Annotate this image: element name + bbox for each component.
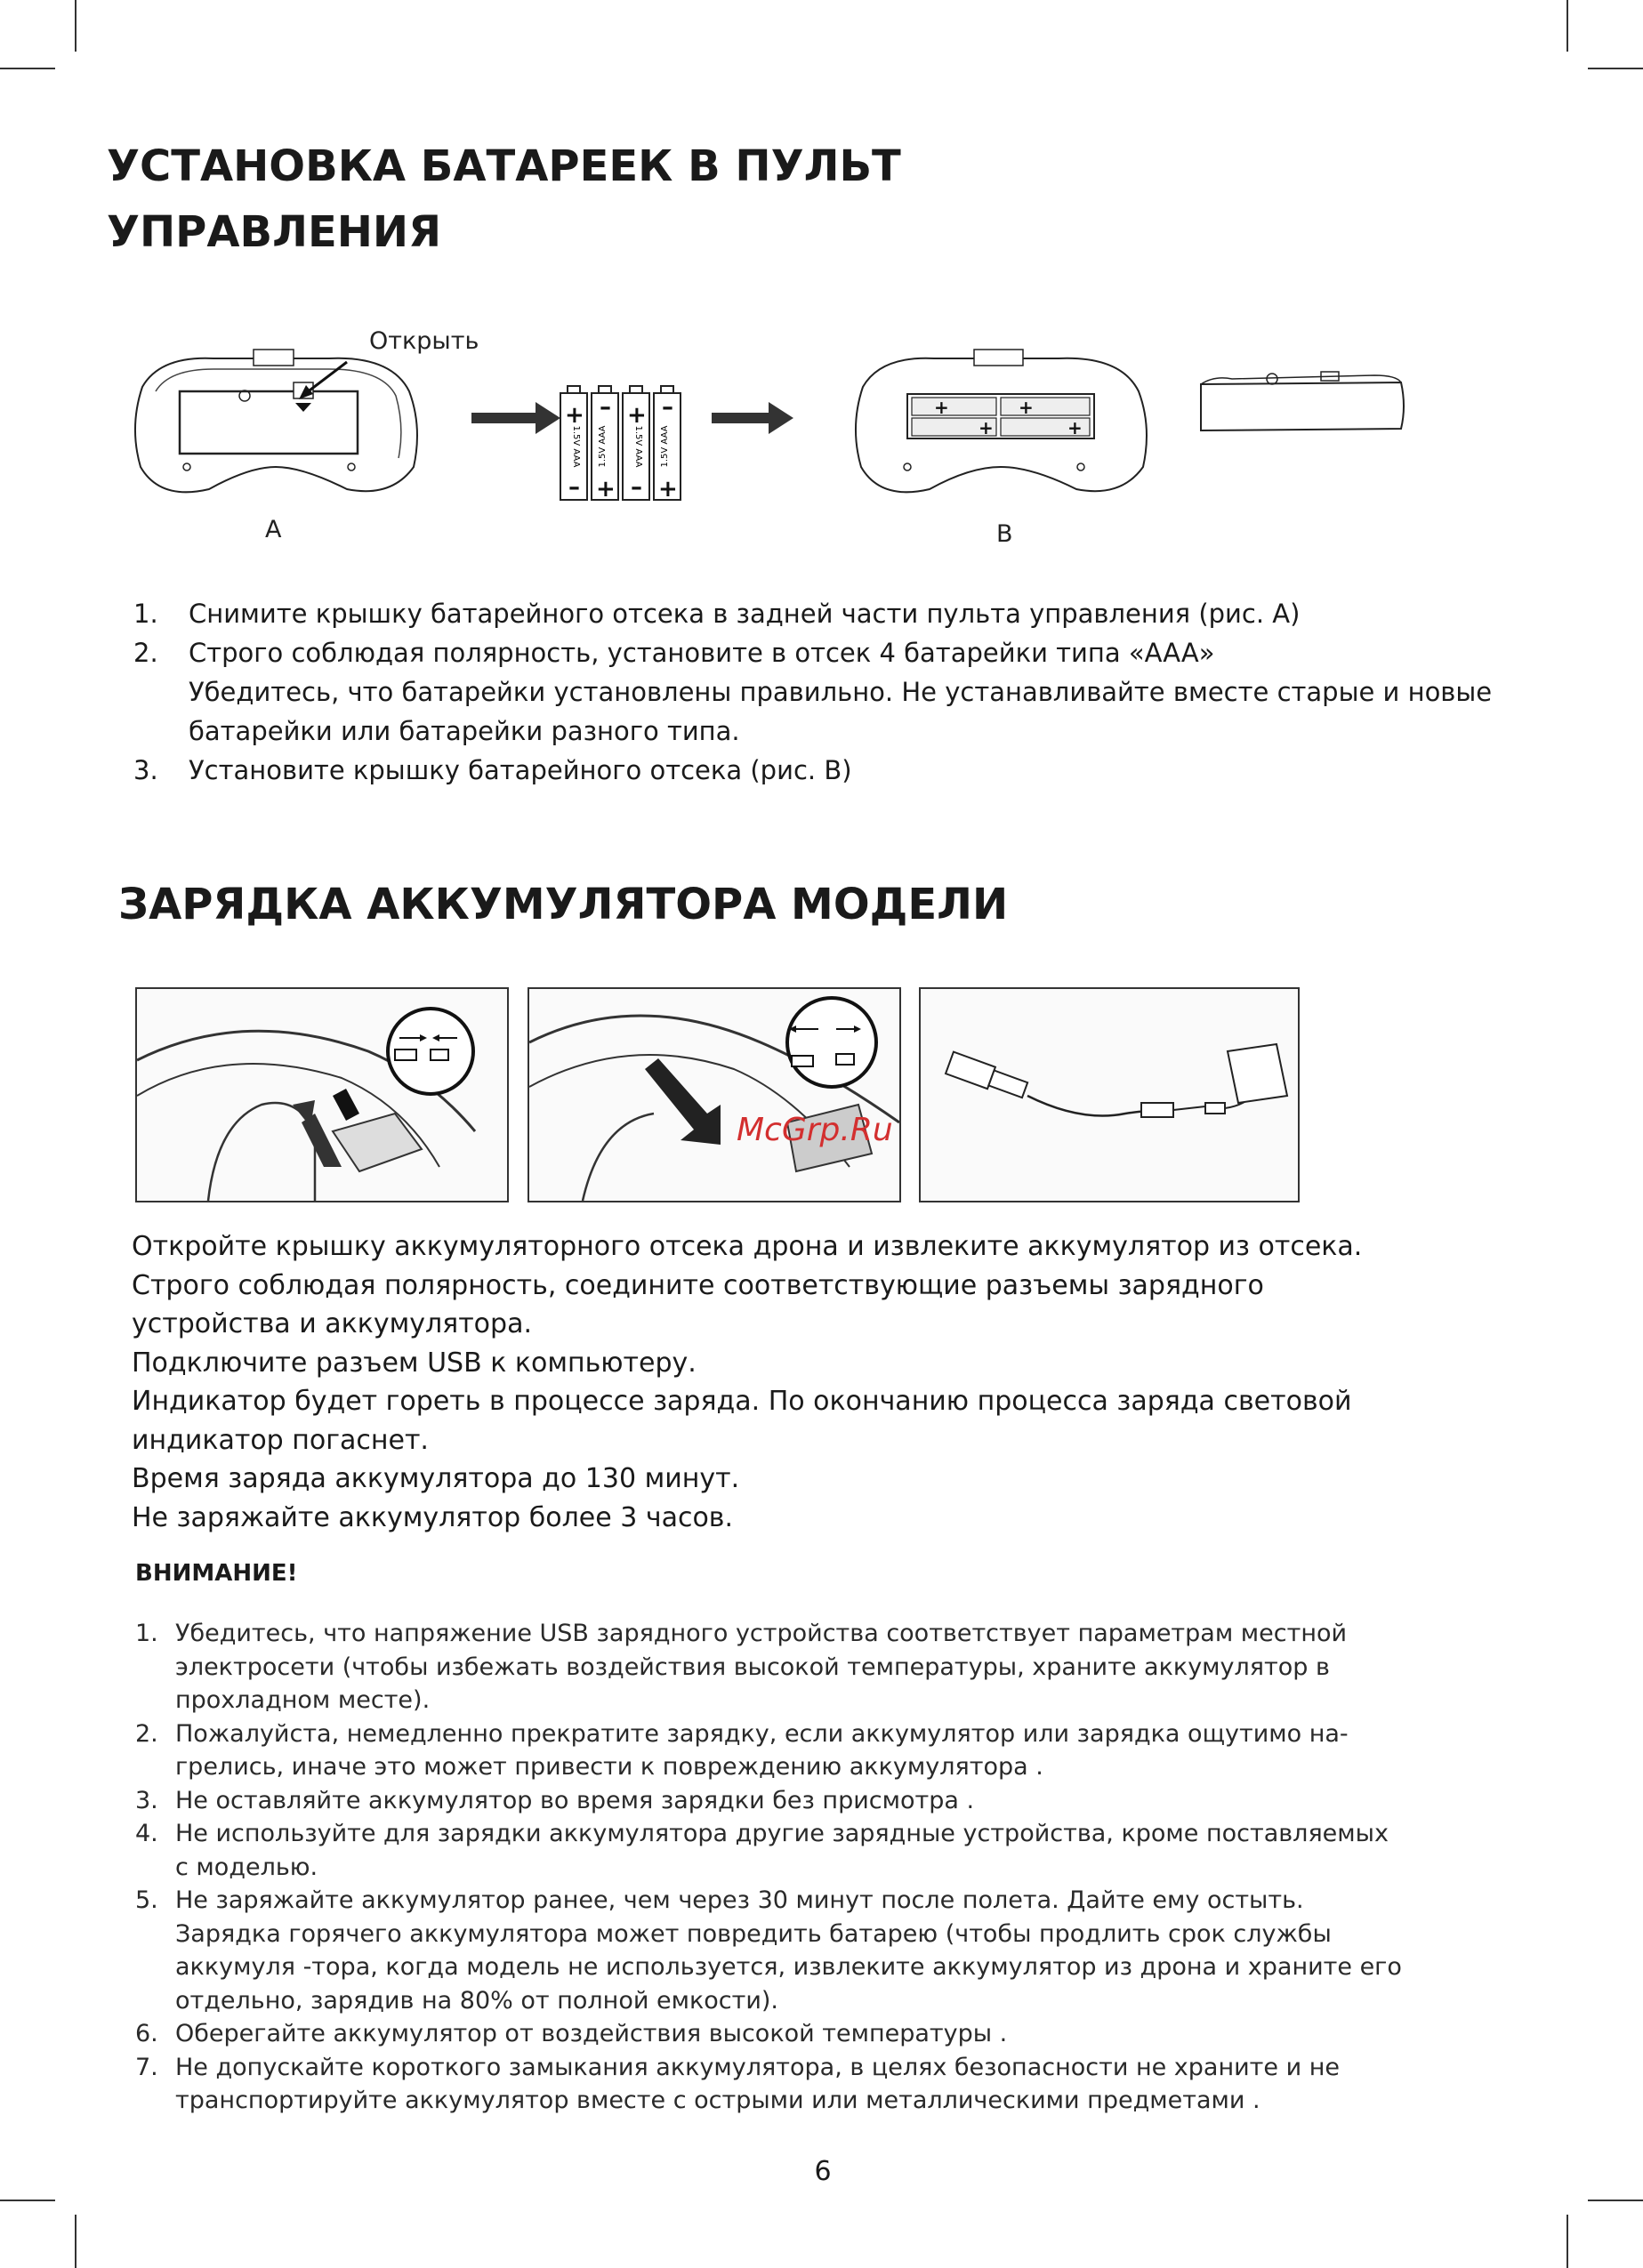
instruction-line: Не заряжайте аккумулятор более 3 часов. (132, 1501, 734, 1533)
photo-usb-charger (919, 987, 1300, 1202)
crop-mark (75, 2215, 77, 2268)
svg-text:+: + (979, 417, 994, 438)
crop-mark (75, 0, 77, 52)
photo-remove-battery (528, 987, 901, 1202)
remote-figure-b (845, 342, 1156, 511)
warning-text: Не заряжайте аккумулятор ранее, чем через 30 минут после полета. Дайте ему остыть. Зарядка горячего аккумулятора может повредить батарею (чтобы продлить срок службы аккумуля -тора, когда модель не используется, извлеките аккумулятор из дрона и храните его отдельно, зарядив на 80% от полной емкости). (175, 1886, 1402, 2015)
page-number: 6 (814, 2156, 832, 2187)
crop-mark (1588, 2200, 1643, 2201)
battery-install-steps (133, 594, 1521, 790)
warning-text: Не оставляйте аккумулятор во время зарядки без присмотра . (175, 1786, 975, 1814)
crop-mark (1566, 2215, 1568, 2268)
battery-label: 1.5V AAA (598, 425, 608, 468)
instruction-line: Индикатор будет гореть в процессе заряда. По окончанию процесса заряда световой (132, 1386, 1352, 1417)
step-text: Убедитесь, что батарейки установлены правильно. Не устанавливайте вместе старые и новые батарейки или батарейки разного типа. (189, 677, 1493, 746)
svg-text:–: – (631, 474, 642, 501)
step-number (133, 672, 189, 751)
svg-text:+: + (1019, 397, 1034, 418)
instruction-line: индикатор погаснет. (132, 1424, 429, 1456)
step-text: Установите крышку батарейного отсека (рис. B) (189, 755, 852, 785)
battery-label: 1.5V AAA (633, 425, 643, 468)
battery-cover-figure (1196, 366, 1410, 438)
svg-text:+: + (1067, 417, 1083, 438)
photo-open-battery-compartment (135, 987, 509, 1202)
svg-text:–: – (568, 474, 580, 501)
svg-text:–: – (662, 394, 673, 421)
warning-number: 7. (135, 2053, 158, 2081)
instruction-line: Время заряда аккумулятора до 130 минут. (132, 1463, 740, 1494)
step-text: Строго соблюдая полярность, установите в отсек 4 батарейки типа «AAA» (189, 638, 1215, 668)
warning-number: 1. (135, 1620, 158, 1647)
list-item (135, 1717, 1407, 1784)
figure-label-a: A (265, 516, 282, 543)
section-title-battery-install: УСТАНОВКА БАТАРЕЕК В ПУЛЬТ УПРАВЛЕНИЯ (107, 141, 901, 257)
list-item (135, 1884, 1407, 2017)
list-item (135, 2051, 1407, 2118)
warning-number: 3. (135, 1786, 158, 1814)
crop-mark (0, 68, 55, 69)
battery-label: 1.5V AAA (660, 425, 670, 468)
figure-label-b: B (996, 520, 1013, 548)
charging-instructions (132, 1227, 1404, 1537)
arrow-right-icon (712, 402, 793, 434)
list-item (133, 594, 1521, 633)
step-number: 2. (133, 638, 158, 668)
warning-number: 2. (135, 1719, 158, 1748)
watermark: McGrp.Ru (737, 1112, 893, 1148)
svg-text:+: + (565, 402, 584, 429)
list-item (133, 633, 1521, 672)
warning-text: Не используйте для зарядки аккумулятора другие зарядные устройства, кроме поставляемых с моделью. (175, 1820, 1389, 1881)
list-item (135, 2017, 1407, 2051)
svg-text:–: – (600, 394, 611, 421)
crop-mark (1566, 0, 1568, 52)
warning-text: Оберегайте аккумулятор от воздействия высокой температуры . (175, 2020, 1008, 2047)
instruction-line: Откройте крышку аккумуляторного отсека дрона и извлеките аккумулятор из отсека. (132, 1231, 1363, 1262)
instruction-line: устройства и аккумулятора. (132, 1308, 532, 1339)
list-item (135, 1617, 1407, 1717)
section-title-charging: ЗАРЯДКА АККУМУЛЯТОРА МОДЕЛИ (118, 880, 1009, 929)
warning-number: 5. (135, 1886, 158, 1914)
list-item (133, 672, 1521, 751)
step-text: Снимите крышку батарейного отсека в задней части пульта управления (рис. A) (189, 599, 1301, 629)
warning-text: Не допускайте короткого замыкания аккумулятора, в целях безопасности не храните и не транспортируйте аккумулятор вместе с острыми или металлическими предметами . (175, 2053, 1340, 2114)
remote-figure-a (125, 342, 427, 511)
warning-number: 4. (135, 1820, 158, 1847)
instruction-line: Подключите разъем USB к компьютеру. (132, 1347, 697, 1379)
warning-title: ВНИМАНИЕ! (135, 1560, 298, 1587)
crop-mark (1588, 68, 1643, 69)
svg-text:+: + (596, 476, 616, 503)
list-item (135, 1784, 1407, 1818)
list-item (135, 1817, 1407, 1884)
warning-text: Убедитесь, что напряжение USB зарядного устройства соответствует параметрам местной электросети (чтобы избежать воздействия высокой температуры, храните аккумулятор в прохладном месте). (175, 1620, 1348, 1714)
warning-list (135, 1617, 1407, 2118)
warning-number: 6. (135, 2020, 158, 2047)
step-number: 3. (133, 755, 158, 785)
aaa-batteries-figure (556, 382, 689, 507)
svg-text:+: + (658, 476, 678, 503)
battery-label: 1.5V AAA (571, 425, 581, 468)
list-item (133, 751, 1521, 790)
open-label: Открыть (369, 327, 479, 355)
instruction-line: Строго соблюдая полярность, соедините соответствующие разъемы зарядного (132, 1269, 1264, 1301)
svg-text:+: + (934, 397, 949, 418)
arrow-right-icon (471, 402, 560, 434)
crop-mark (0, 2200, 55, 2201)
warning-text: Пожалуйста, немедленно прекратите зарядку, если аккумулятор или зарядка ощутимо на-грелись, иначе это может привести к повреждению аккумулятора . (175, 1719, 1349, 1781)
step-number: 1. (133, 599, 158, 629)
svg-text:+: + (627, 402, 647, 429)
